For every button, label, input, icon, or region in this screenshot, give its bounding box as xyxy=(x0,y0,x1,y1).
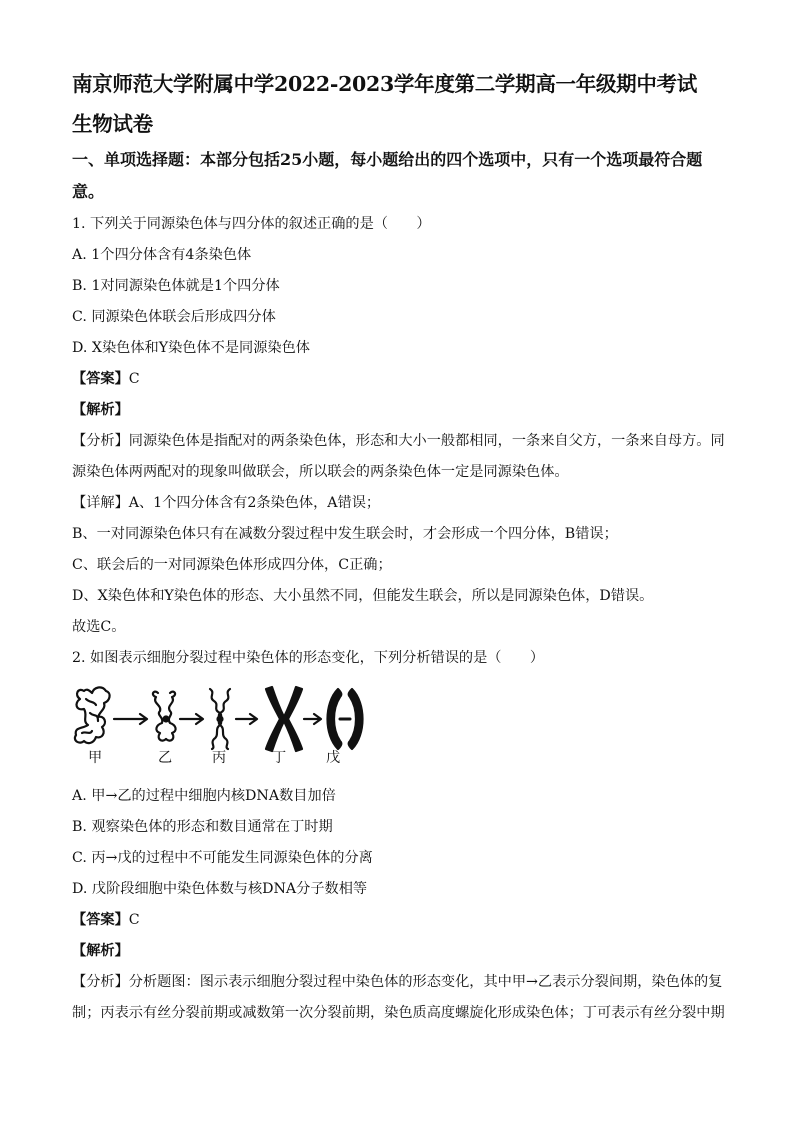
q1-fenxi-line2: 源染色体两两配对的现象叫做联会，所以联会的两条染色体一定是同源染色体。 xyxy=(72,464,569,480)
chromosome-wu xyxy=(328,689,363,749)
q1-answer-value: C xyxy=(128,371,140,387)
chromosome-yi xyxy=(153,692,176,741)
q2-answer-label: 【答案】 xyxy=(72,912,129,928)
arrow-3 xyxy=(236,714,257,724)
q1-answer-label: 【答案】 xyxy=(72,371,129,387)
q2-option-b: B. 观察染色体的形态和数目通常在丁时期 xyxy=(72,819,333,835)
chromosome-ding xyxy=(266,687,302,751)
q1-detail-line: D、X染色体和Y染色体的形态、大小虽然不同，但能发生联会，所以是同源染色体，D错误。 xyxy=(72,588,654,604)
q2-stem: 2. 如图表示细胞分裂过程中染色体的形态变化，下列分析错误的是（ ） xyxy=(72,650,545,666)
figure-label-ding: 丁 xyxy=(272,750,287,766)
figure-label-yi: 乙 xyxy=(158,750,173,766)
q2-answer xyxy=(72,910,140,930)
q1-option-b: B. 1对同源染色体就是1个四分体 xyxy=(72,278,280,294)
q1-detail-line: B、一对同源染色体只有在减数分裂过程中发生联会时，才会形成一个四分体，B错误； xyxy=(72,526,618,542)
arrow-2 xyxy=(180,714,203,724)
q2-answer-value: C xyxy=(128,912,140,928)
figure-label-jia: 甲 xyxy=(88,750,103,766)
q1-answer xyxy=(72,369,140,389)
q2-option-a: A. 甲→乙的过程中细胞内核DNA数目加倍 xyxy=(72,788,336,804)
q1-analysis-label: 【解析】 xyxy=(72,402,129,418)
arrow-4 xyxy=(304,714,321,724)
q2-fenxi-line: 【分析】分析题图：图示表示细胞分裂过程中染色体的形态变化，其中甲→乙表示分裂间期，染色体的复 xyxy=(72,974,723,990)
chromatin-tangle-jia xyxy=(75,687,110,743)
q1-detail-line: 故选C。 xyxy=(72,619,126,635)
chromosome-bing xyxy=(210,689,230,749)
q1-option-d: D. X染色体和Y染色体不是同源染色体 xyxy=(72,340,310,356)
section-heading-cont: 意。 xyxy=(72,182,105,201)
exam-subject: 生物试卷 xyxy=(72,112,153,136)
q1-option-c: C. 同源染色体联会后形成四分体 xyxy=(72,309,276,325)
q1-fenxi-line1: 【分析】同源染色体是指配对的两条染色体，形态和大小一般都相同，一条来自父方，一条来自母方。同 xyxy=(72,433,725,449)
q1-option-a: A. 1个四分体含有4条染色体 xyxy=(72,247,252,263)
q2-analysis-label: 【解析】 xyxy=(72,943,129,959)
figure-label-wu: 戊 xyxy=(326,750,341,766)
q1-stem: 1. 下列关于同源染色体与四分体的叙述正确的是（ ） xyxy=(72,216,431,232)
q2-option-d: D. 戊阶段细胞中染色体数与核DNA分子数相等 xyxy=(72,881,368,897)
exam-title: 南京师范大学附属中学2022-2023学年度第二学期高一年级期中考试 xyxy=(72,72,697,96)
section-heading: 一、单项选择题：本部分包括25小题，每小题给出的四个选项中，只有一个选项最符合题 xyxy=(72,150,703,169)
q2-option-c: C. 丙→戊的过程中不可能发生同源染色体的分离 xyxy=(72,850,373,866)
q2-fenxi-line: 制；丙表示有丝分裂前期或减数第一次分裂前期，染色质高度螺旋化形成染色体；丁可表示有丝分裂中期 xyxy=(72,1005,725,1021)
q1-detail-line: C、联会后的一对同源染色体形成四分体，C正确； xyxy=(72,557,392,573)
arrow-1 xyxy=(114,714,147,724)
figure-label-bing: 丙 xyxy=(212,750,227,766)
q1-detail-line: 【详解】A、1个四分体含有2条染色体，A错误； xyxy=(72,495,381,511)
